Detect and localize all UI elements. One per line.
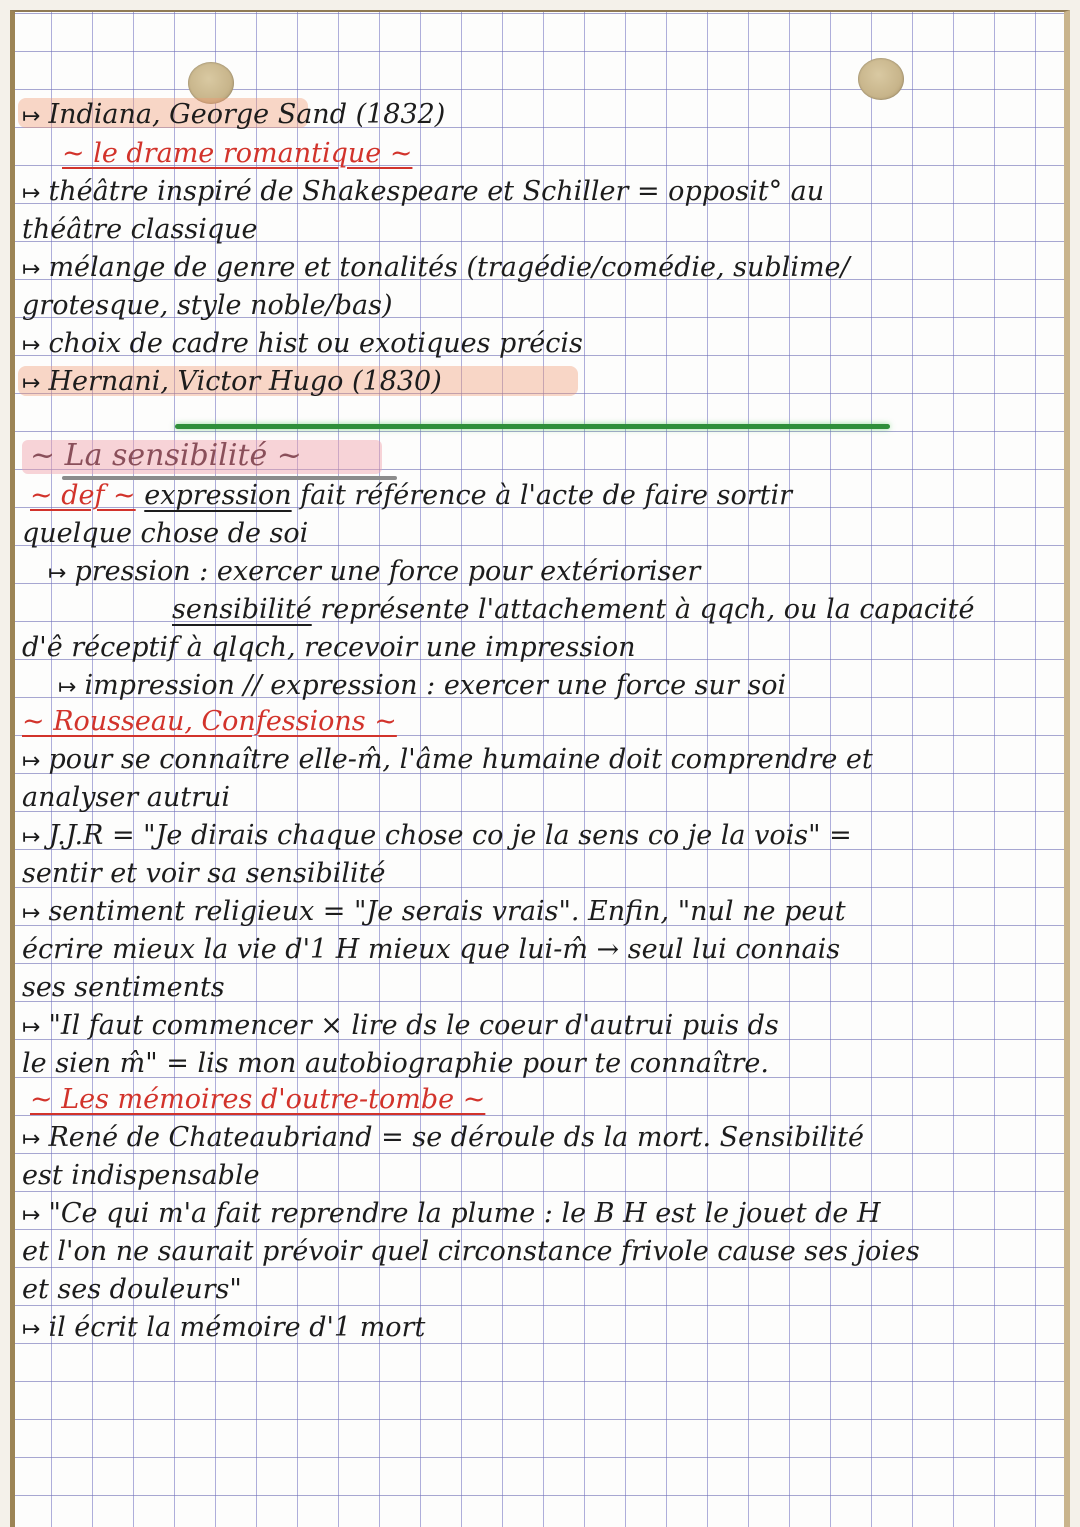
note-line: et l'on ne saurait prévoir quel circonstance frivole cause ses joies [22,1236,920,1267]
note-line: ↦ mélange de genre et tonalités (tragédie/comédie, sublime/ [22,250,1050,288]
note-line: sentir et voir sa sensibilité [22,858,386,889]
arrow-bullet-icon: ↦ [22,252,40,288]
note-line: ↦ il écrit la mémoire d'1 mort [22,1310,1050,1348]
arrow-bullet-icon: ↦ [22,1010,40,1046]
arrow-bullet-icon: ↦ [22,328,40,364]
note-line: ↦ impression // expression : exercer une force sur soi [58,668,1050,706]
arrow-bullet-icon: ↦ [22,99,40,135]
note-line: ↦ Hernani, Victor Hugo (1830) [22,364,1050,402]
note-line: le sien m̂" = lis mon autobiographie pour te connaître. [22,1048,769,1079]
note-line: ↦ sentiment religieux = "Je serais vrais". Enfin, "nul ne peut [22,894,1050,932]
def-label: ~ def ~ [30,480,136,511]
arrow-bullet-icon: ↦ [48,556,66,592]
note-line: ↦ pression : exercer une force pour extérioriser [48,554,1050,592]
note-line: ↦ "Ce qui m'a fait reprendre la plume : le B H est le jouet de H [22,1196,1050,1234]
arrow-bullet-icon: ↦ [22,744,40,780]
note-line: quelque chose de soi [22,518,309,549]
note-line: écrire mieux la vie d'1 H mieux que lui-m̂ → seul lui connais [22,934,841,965]
note-line: grotesque, style noble/bas) [22,290,393,321]
note-line: ↦ théâtre inspiré de Shakespeare et Schiller = opposit° au [22,174,1050,212]
arrow-bullet-icon: ↦ [22,896,40,932]
heading-drame-romantique: ~ le drame romantique ~ [62,138,413,169]
note-line: d'ê réceptif à qlqch, recevoir une impression [22,632,636,663]
heading-rousseau-confessions: ~ Rousseau, Confessions ~ [22,706,397,737]
note-line: ses sentiments [22,972,225,1003]
note-line: est indispensable [22,1160,260,1191]
note-line: analyser autrui [22,782,231,813]
binder-hole-right [858,58,904,100]
arrow-bullet-icon: ↦ [22,820,40,856]
arrow-bullet-icon: ↦ [22,1312,40,1348]
arrow-bullet-icon: ↦ [22,176,40,212]
note-line: sensibilité représente l'attachement à qqch, ou la capacité [172,594,975,625]
note-line: ↦ choix de cadre hist ou exotiques précis [22,326,1050,364]
section-divider-green [175,424,890,429]
note-line: ↦ René de Chateaubriand = se déroule ds la mort. Sensibilité [22,1120,1050,1158]
note-line: ↦ Indiana, George Sand (1832) [22,97,1050,135]
arrow-bullet-icon: ↦ [58,670,76,706]
arrow-bullet-icon: ↦ [22,1122,40,1158]
note-line: ↦ pour se connaître elle-m̂, l'âme humaine doit comprendre et [22,742,1050,780]
note-line: théâtre classique [22,214,258,245]
heading-sensibilite: ~ La sensibilité ~ [30,438,302,473]
arrow-bullet-icon: ↦ [22,1198,40,1234]
note-line: ~ def ~ expression fait référence à l'acte de faire sortir [30,480,793,511]
note-line: ↦ J.J.R = "Je dirais chaque chose co je la sens co je la vois" = [22,818,1050,856]
note-line: et ses douleurs" [22,1274,242,1305]
heading-memoires-outre-tombe: ~ Les mémoires d'outre-tombe ~ [30,1084,486,1115]
note-line: ↦ "Il faut commencer × lire ds le coeur d'autrui puis ds [22,1008,1050,1046]
arrow-bullet-icon: ↦ [22,366,40,402]
